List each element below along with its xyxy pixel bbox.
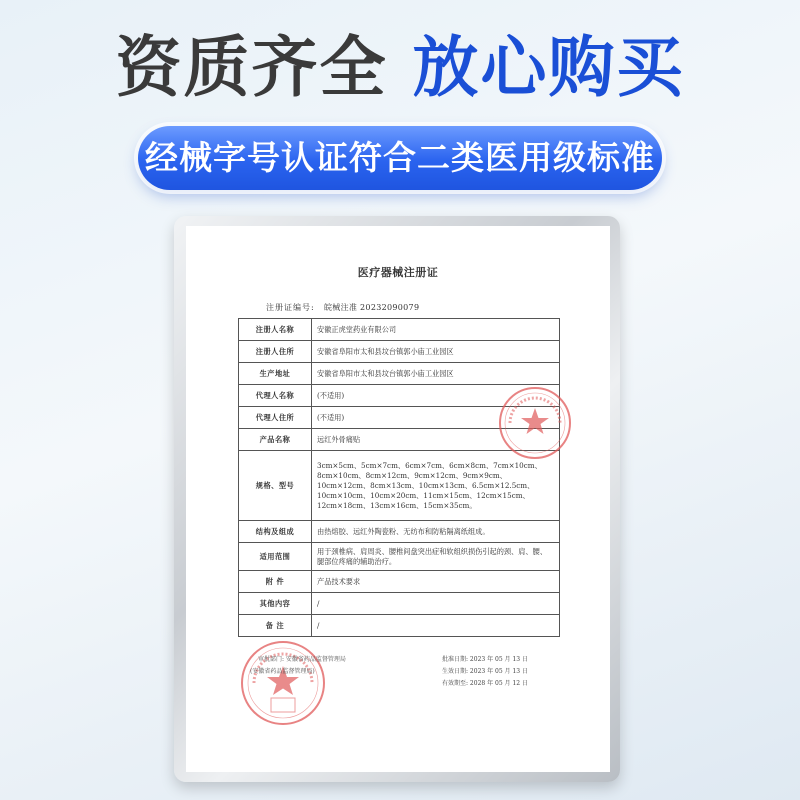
row-label: 代理人名称 — [239, 385, 312, 407]
table-row — [239, 615, 560, 637]
row-label: 附 件 — [239, 571, 312, 593]
row-label: 适用范围 — [239, 543, 312, 571]
issuer-line: 审批部门: 安徽省药品监督管理局 — [258, 656, 346, 663]
certificate-table — [238, 318, 560, 637]
row-value: / — [312, 615, 560, 637]
row-label: 产品名称 — [239, 429, 312, 451]
standard-banner: 经械字号认证符合二类医用级标准 — [138, 126, 662, 190]
headline — [0, 28, 800, 108]
row-value: 用于颈椎病、肩周炎、腰椎间盘突出症和软组织损伤引起的颈、肩、腰、腿部位疼痛的辅助治疗。 — [312, 543, 560, 571]
registration-number-label: 注册证编号: — [266, 303, 315, 312]
row-label: 代理人住所 — [239, 407, 312, 429]
row-value: / — [312, 593, 560, 615]
row-label: 规格、型号 — [239, 451, 312, 521]
table-row — [239, 521, 560, 543]
table-row — [239, 593, 560, 615]
row-label: 结构及组成 — [239, 521, 312, 543]
row-value: 产品技术要求 — [312, 571, 560, 593]
row-label: 其他内容 — [239, 593, 312, 615]
table-row — [239, 341, 560, 363]
authority-seal-icon — [238, 638, 328, 728]
row-value: 安徽省阜阳市太和县坟台镇郭小庙工业园区 — [312, 341, 560, 363]
table-row — [239, 571, 560, 593]
row-value: 3cm×5cm、5cm×7cm、6cm×7cm、6cm×8cm、7cm×10cm、8cm×10cm、8cm×12cm、9cm×12cm、9cm×9cm、10cm×12cm、8cm×13cm、10cm×13cm、6.5cm×12.5cm、10cm×10cm、10cm×20cm、11cm×15cm、12cm×15cm、12cm×18cm、13cm×16cm、15cm×35cm。 — [312, 451, 560, 521]
effective-date: 生效日期: 2023 年 05 月 13 日 — [442, 668, 529, 675]
certificate-title: 医疗器械注册证 — [357, 266, 439, 279]
row-value: 安徽正虎堂药业有限公司 — [312, 319, 560, 341]
headline-part2: 放心购买 — [412, 29, 685, 106]
row-value: 由热熔胶、远红外陶瓷粉、无纺布和防粘隔离纸组成。 — [312, 521, 560, 543]
certificate-document — [186, 226, 610, 772]
registration-number-value: 皖械注准 20232090079 — [324, 303, 420, 312]
approval-date: 批准日期: 2023 年 05 月 13 日 — [442, 656, 529, 663]
table-row — [239, 319, 560, 341]
row-value: 远红外骨痛贴 — [312, 429, 560, 451]
row-value: (不适用) — [312, 385, 560, 407]
table-row — [239, 543, 560, 571]
table-row — [239, 363, 560, 385]
issuer-stamp-caption: (安徽省药品监督管理局) — [250, 668, 315, 675]
row-label: 注册人住所 — [239, 341, 312, 363]
company-seal-icon — [496, 384, 574, 462]
row-label: 注册人名称 — [239, 319, 312, 341]
row-value: 安徽省阜阳市太和县坟台镇郭小庙工业园区 — [312, 363, 560, 385]
headline-part1: 资质齐全 — [115, 29, 388, 106]
row-label: 生产地址 — [239, 363, 312, 385]
row-value: (不适用) — [312, 407, 560, 429]
certificate-dates — [442, 654, 528, 690]
expiry-date: 有效期至: 2028 年 05 月 12 日 — [442, 680, 529, 687]
row-label: 备 注 — [239, 615, 312, 637]
